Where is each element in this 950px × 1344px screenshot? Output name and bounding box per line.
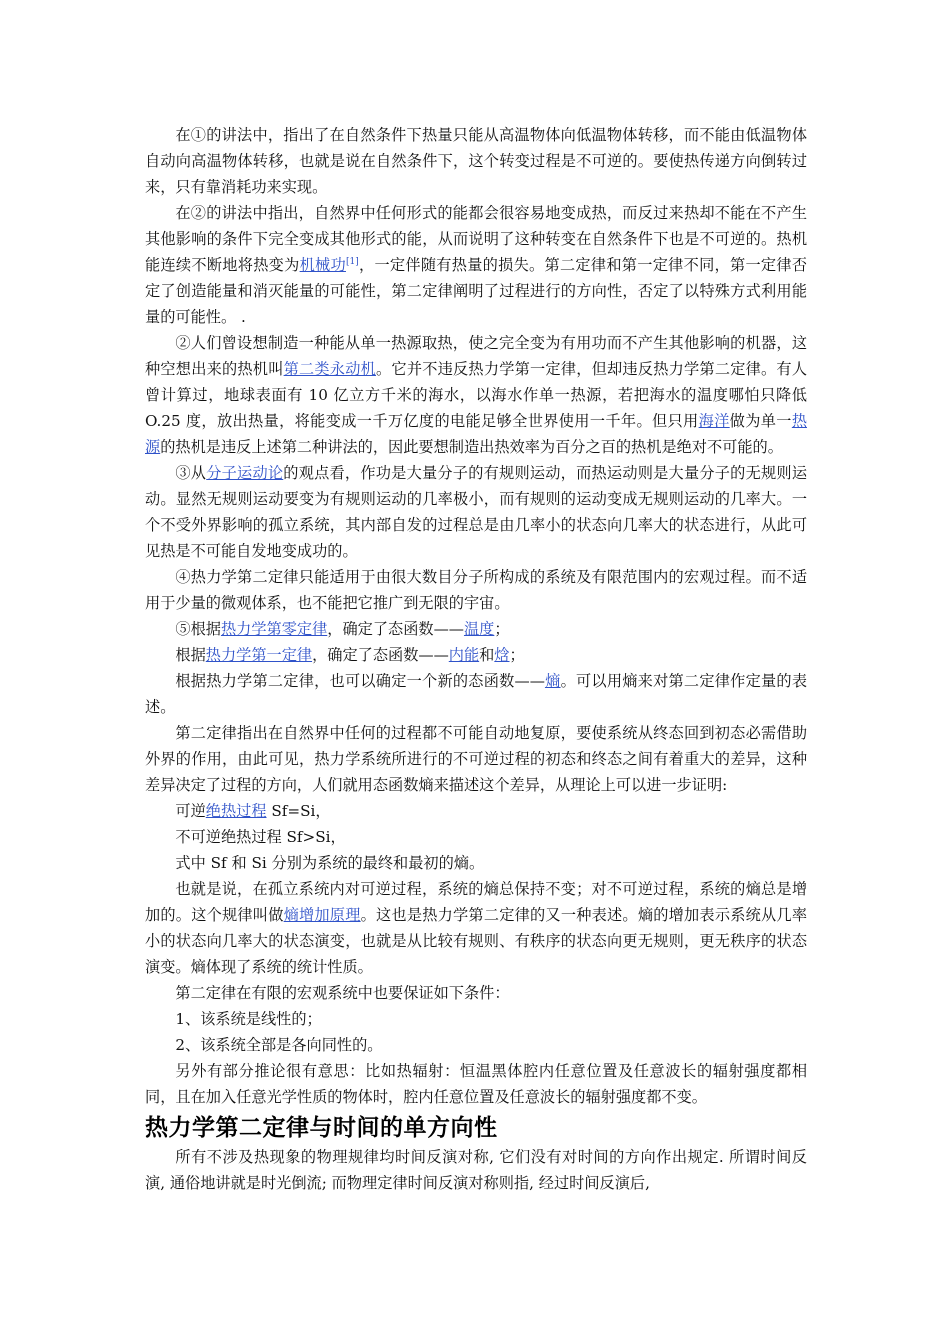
hyperlink[interactable]: 热源 — [145, 412, 808, 456]
text-run: 。这也是热力学第二定律的又一种表述。熵的增加表示系统从几率小的状态向几率大的状态演变，也就是从比较有规则、有秩序的状态向更无规则，更无秩序的状态演变。熵体现了系统的统计性质。 — [145, 906, 808, 976]
hyperlink[interactable]: 焓 — [494, 646, 510, 664]
text-run: ⑤根据 — [175, 620, 221, 638]
hyperlink[interactable]: 机械功 — [299, 256, 346, 274]
text-run: 在①的讲法中，指出了在自然条件下热量只能从高温物体向低温物体转移，而不能由低温物体自动向高温物体转移，也就是说在自然条件下，这个转变过程是不可逆的。要使热传递方向倒转过来，只有靠消耗功来实现。 — [145, 126, 807, 196]
text-run: 。可以用熵来对第二定律作定量的表述。 — [145, 672, 808, 716]
section-heading: 热力学第二定律与时间的单方向性 — [145, 1115, 498, 1141]
text-run: ； — [494, 620, 510, 638]
hyperlink[interactable]: 海洋 — [698, 412, 730, 430]
text-run: ③从 — [175, 464, 207, 482]
paragraph — [145, 1032, 807, 1058]
text-run: 。它并不违反热力学第一定律，但却违反热力学第二定律。有人曾计算过，地球表面有 10 亿立方千米的海水，以海水作单一热源，若把海水的温度哪怕只降低 O.25 度，放出热量，将能变成一千万亿度的电能足够全世界使用一千年。但只用 — [145, 360, 808, 430]
paragraph — [145, 616, 807, 642]
text-run: 1、该系统是线性的； — [175, 1010, 322, 1028]
document-body — [145, 122, 807, 1196]
paragraph — [145, 980, 807, 1006]
hyperlink[interactable]: 热力学第一定律 — [205, 646, 313, 664]
text-run: 也就是说，在孤立系统内对可逆过程，系统的熵总保持不变；对不可逆过程，系统的熵总是增加的。这个规律叫做 — [145, 880, 807, 924]
text-run: 第二定律指出在自然界中任何的过程都不可能自动地复原，要使系统从终态回到初态必需借助外界的作用，由此可见，热力学系统所进行的不可逆过程的初态和终态之间有着重大的差异，这种差异决定了过程的方向，人们就用态函数熵来描述这个差异，从理论上可以进一步证明: — [145, 724, 807, 794]
paragraph — [145, 200, 807, 330]
paragraph — [145, 122, 807, 200]
text-run: 式中 Sf 和 Si 分别为系统的最终和最初的熵。 — [175, 854, 485, 872]
text-run: Sf=Si， — [266, 802, 331, 820]
text-run: 的热机是违反上述第二种讲法的，因此要想制造出热效率为百分之百的热机是绝对不可能的。 — [160, 438, 783, 456]
hyperlink[interactable]: 熵增加原理 — [283, 906, 361, 924]
text-run: 第二定律在有限的宏观系统中也要保证如下条件： — [175, 984, 510, 1002]
text-run: 不可逆绝热过程 Sf>Si， — [175, 828, 346, 846]
text-run: ，确定了态函数—— — [327, 620, 464, 638]
paragraph — [145, 824, 807, 850]
text-run: 的观点看，作功是大量分子的有规则运动，而热运动则是大量分子的无规则运动。显然无规则运动要变为有规则运动的几率极小，而有规则的运动变成无规则运动的几率大。一个不受外界影响的孤立系统，其内部自发的过程总是由几率小的状态向几率大的状态进行，从此可见热是不可能自发地变成功的。 — [145, 464, 808, 560]
paragraph — [145, 1006, 807, 1032]
paragraph — [145, 668, 807, 720]
paragraph — [145, 642, 807, 668]
paragraph — [145, 460, 807, 564]
text-run: ④热力学第二定律只能适用于由很大数目分子所构成的系统及有限范围内的宏观过程。而不适用于少量的微观体系，也不能把它推广到无限的宇宙。 — [145, 568, 807, 612]
hyperlink[interactable]: 温度 — [463, 620, 495, 638]
text-run: 所有不涉及热现象的物理规律均时间反演对称, 它们没有对时间的方向作出规定. 所谓时间反演, 通俗地讲就是时光倒流; 而物理定律时间反演对称则指, 经过时间反演后, — [145, 1148, 807, 1192]
hyperlink[interactable]: 第二类永动机 — [283, 360, 377, 378]
text-run: ②人们曾设想制造一种能从单一热源取热，使之完全变为有用功而不产生其他影响的机器，这种空想出来的热机叫 — [145, 334, 807, 378]
paragraph — [145, 1144, 807, 1196]
text-run: ； — [509, 646, 525, 664]
paragraph — [145, 798, 807, 824]
hyperlink[interactable]: 分子运动论 — [206, 464, 284, 482]
text-run: 可逆 — [175, 802, 206, 820]
text-run: 做为单一 — [729, 412, 792, 430]
paragraph — [145, 330, 807, 460]
text-run: ，确定了态函数—— — [312, 646, 449, 664]
text-run: 另外有部分推论很有意思：比如热辐射：恒温黑体腔内任意位置及任意波长的辐射强度都相同，且在加入任意光学性质的物体时，腔内任意位置及任意波长的辐射强度都不变。 — [145, 1062, 807, 1106]
text-run: 根据 — [175, 646, 206, 664]
paragraphs — [145, 122, 807, 1110]
text-run: 在②的讲法中指出，自然界中任何形式的能都会很容易地变成热，而反过来热却不能在不产生其他影响的条件下完全变成其他形式的能，从而说明了这种转变在自然条件下也是不可逆的。热机能连续不断地将热变为 — [145, 204, 807, 274]
hyperlink[interactable]: 内能 — [448, 646, 480, 664]
paragraph — [145, 1058, 807, 1110]
hyperlink[interactable]: 绝热过程 — [205, 802, 267, 820]
paragraph — [145, 876, 807, 980]
paragraph — [145, 564, 807, 616]
hyperlink[interactable]: 热力学第零定律 — [220, 620, 328, 638]
hyperlink[interactable]: 熵 — [544, 672, 561, 690]
text-run: ，一定伴随有热量的损失。第二定律和第一定律不同，第一定律否定了创造能量和消灭能量的可能性，第二定律阐明了过程进行的方向性，否定了以特殊方式利用能量的可能性。 . — [145, 256, 808, 326]
text-run: 2、该系统全部是各向同性的。 — [175, 1036, 383, 1054]
text-run: 和 — [479, 646, 495, 664]
paragraph — [145, 850, 807, 876]
section-paragraphs — [145, 1144, 807, 1196]
text-run: 根据热力学第二定律，也可以确定一个新的态函数—— — [175, 672, 545, 690]
footnote-ref[interactable]: [1] — [345, 256, 359, 267]
paragraph — [145, 720, 807, 798]
